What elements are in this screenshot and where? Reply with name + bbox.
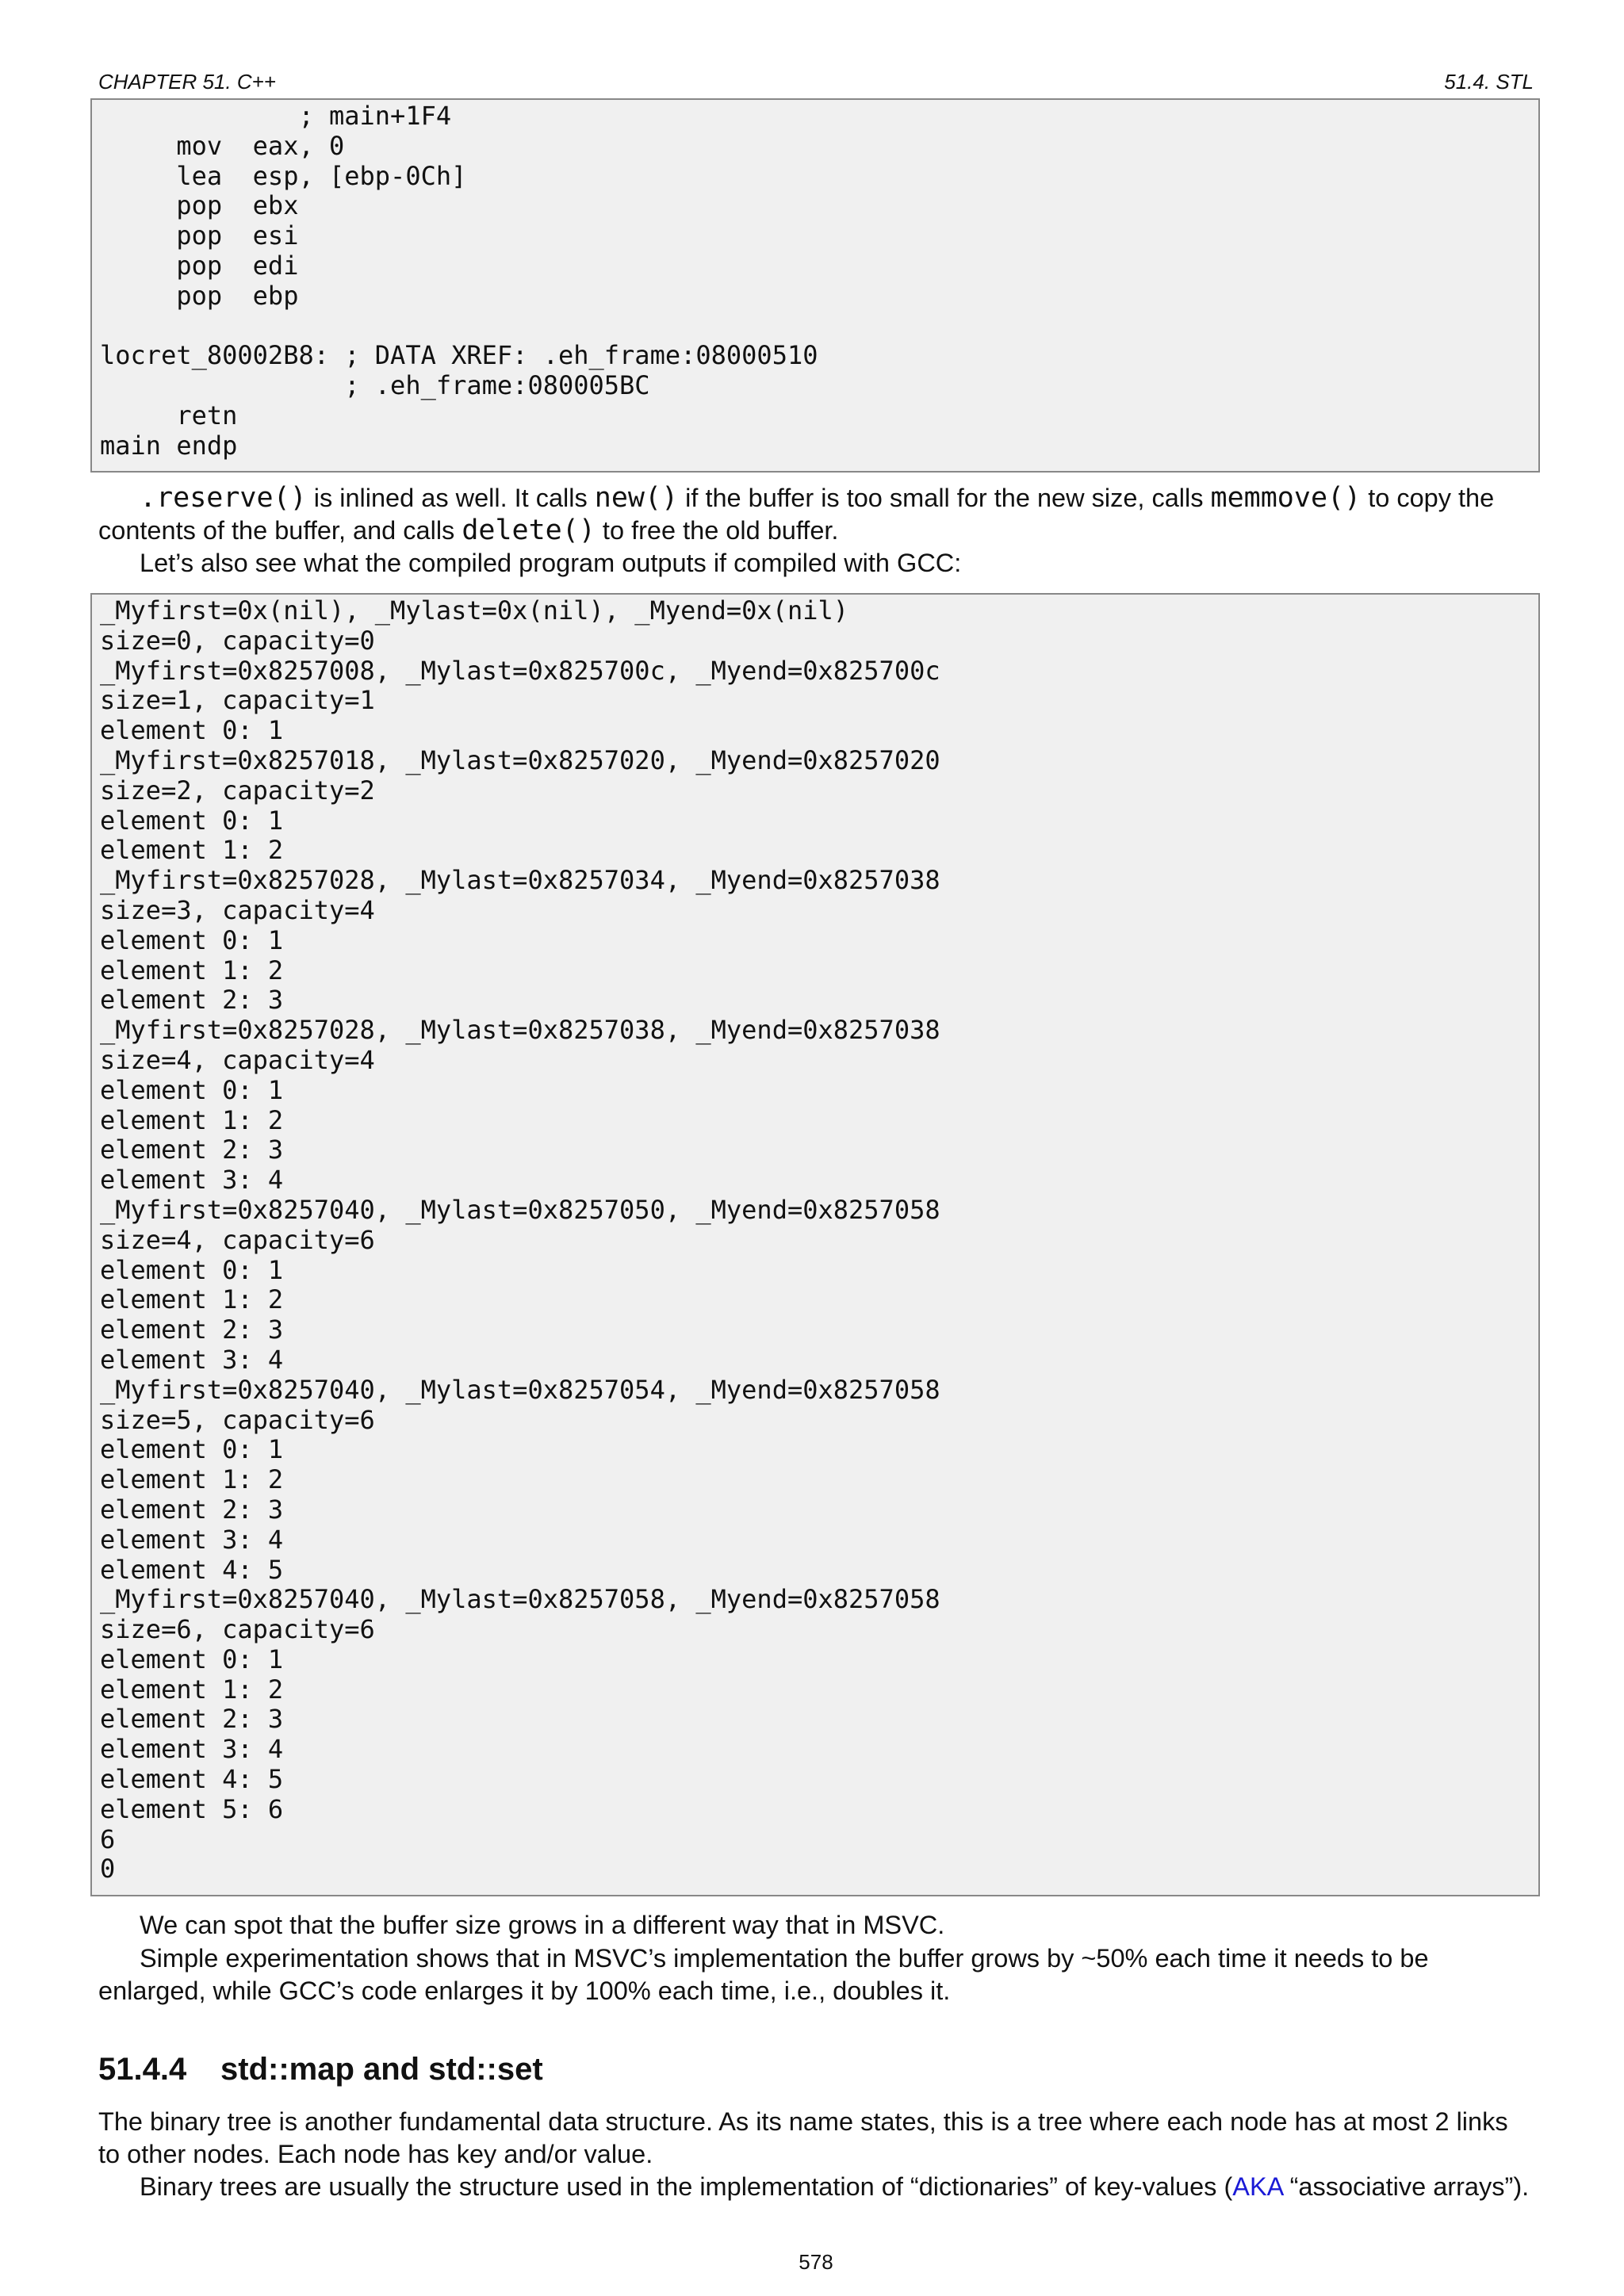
code-line: element 2: 3 bbox=[100, 1314, 284, 1345]
section-heading-title: std::map and std::set bbox=[220, 2052, 543, 2087]
code-line: _Myfirst=0x8257018, _Mylast=0x8257020, _Myend=0x8257020 bbox=[100, 744, 940, 775]
paragraph-text: to copy the contents of the buffer, and calls bbox=[98, 484, 1495, 545]
code-line: pop edi bbox=[100, 250, 299, 281]
code-line: element 2: 3 bbox=[100, 985, 284, 1016]
code-line: _Myfirst=0x(nil), _Mylast=0x(nil), _Myend=0x(nil) bbox=[100, 595, 849, 626]
code-line: _Myfirst=0x8257028, _Mylast=0x8257038, _Myend=0x8257038 bbox=[100, 1015, 940, 1046]
paragraph-msvc-vs-gcc bbox=[98, 1942, 1534, 2007]
code-line: pop ebx bbox=[100, 190, 299, 221]
paragraph-text: Simple experimentation shows that in MSVC’s implementation the buffer grows by ~50% each time it needs to be enlarged, while GCC’s code enlarges it by 100% each time, i.e., doubles it. bbox=[98, 1944, 1429, 2005]
code-line: lea esp, [ebp-0Ch] bbox=[100, 160, 467, 191]
code-line: locret_80002B8: ; DATA XREF: .eh_frame:08000510 bbox=[100, 340, 818, 371]
code-line: element 4: 5 bbox=[100, 1554, 284, 1585]
code-line: element 5: 6 bbox=[100, 1793, 284, 1824]
code-line: element 0: 1 bbox=[100, 1074, 284, 1105]
code-line: element 0: 1 bbox=[100, 924, 284, 955]
paragraph-buffer-growth bbox=[98, 1909, 1534, 1942]
code-line: size=4, capacity=4 bbox=[100, 1044, 375, 1075]
running-header bbox=[98, 70, 1534, 100]
code-line: element 0: 1 bbox=[100, 1254, 284, 1285]
code-line: 6 bbox=[100, 1823, 116, 1854]
section-number: 51.4.4 bbox=[98, 2052, 187, 2087]
code-line: element 1: 2 bbox=[100, 1674, 284, 1705]
code-line: pop ebp bbox=[100, 280, 299, 311]
aka-link[interactable]: AKA bbox=[1232, 2172, 1283, 2201]
code-line: element 1: 2 bbox=[100, 835, 284, 866]
paragraph-text: to free the old buffer. bbox=[595, 516, 839, 545]
paragraph-binary-tree bbox=[98, 2106, 1534, 2171]
code-line: element 0: 1 bbox=[100, 715, 284, 746]
paragraph-dictionaries bbox=[98, 2171, 1534, 2203]
code-line: element 0: 1 bbox=[100, 1434, 284, 1465]
code-line: size=2, capacity=2 bbox=[100, 775, 375, 806]
code-line: element 3: 4 bbox=[100, 1524, 284, 1555]
code-line: size=6, capacity=6 bbox=[100, 1614, 375, 1645]
code-line: ; .eh_frame:080005BC bbox=[100, 370, 650, 401]
code-line: ; main+1F4 bbox=[100, 101, 452, 131]
paragraph-text: Binary trees are usually the structure used in the implementation of “dictionaries” of key-values ( bbox=[140, 2172, 1233, 2201]
code-line: element 0: 1 bbox=[100, 805, 284, 836]
code-line: size=0, capacity=0 bbox=[100, 625, 375, 656]
code-line: element 2: 3 bbox=[100, 1135, 284, 1165]
paragraph-gcc-output bbox=[98, 547, 1534, 580]
code-line: element 1: 2 bbox=[100, 1104, 284, 1135]
code-line: element 3: 4 bbox=[100, 1734, 284, 1765]
code-line: pop esi bbox=[100, 220, 299, 251]
code-line: size=3, capacity=4 bbox=[100, 894, 375, 925]
paragraph-text: is inlined as well. It calls bbox=[306, 484, 595, 512]
code-line: retn bbox=[100, 400, 238, 430]
code-line: element 2: 3 bbox=[100, 1494, 284, 1525]
code-line: element 3: 4 bbox=[100, 1344, 284, 1375]
code-line: _Myfirst=0x8257040, _Mylast=0x8257050, _Myend=0x8257058 bbox=[100, 1194, 940, 1225]
page-number: 578 bbox=[799, 2250, 833, 2274]
paragraph-text: “associative arrays”). bbox=[1282, 2172, 1530, 2201]
assembly-listing bbox=[90, 98, 1540, 473]
code-line: main endp bbox=[100, 430, 238, 461]
code-line: element 1: 2 bbox=[100, 1464, 284, 1495]
code-delete: delete() bbox=[462, 515, 596, 546]
paragraph-text: Let’s also see what the compiled program outputs if compiled with GCC: bbox=[140, 549, 962, 577]
code-new: new() bbox=[594, 482, 679, 514]
program-output-listing bbox=[90, 593, 1540, 1896]
code-line: size=1, capacity=1 bbox=[100, 685, 375, 716]
code-line: _Myfirst=0x8257040, _Mylast=0x8257058, _Myend=0x8257058 bbox=[100, 1584, 940, 1615]
code-memmove: memmove() bbox=[1210, 482, 1362, 514]
code-line: _Myfirst=0x8257008, _Mylast=0x825700c, _Myend=0x825700c bbox=[100, 655, 940, 686]
code-line: size=4, capacity=6 bbox=[100, 1224, 375, 1255]
paragraph-text: The binary tree is another fundamental data structure. As its name states, this is a tree where each node has at most 2 links to other nodes. Each node has key and/or value. bbox=[98, 2107, 1508, 2168]
paragraph-reserve-inlined bbox=[98, 482, 1534, 547]
code-line: size=5, capacity=6 bbox=[100, 1404, 375, 1435]
code-line: element 3: 4 bbox=[100, 1165, 284, 1196]
code-line: element 1: 2 bbox=[100, 955, 284, 985]
code-line: _Myfirst=0x8257028, _Mylast=0x8257034, _Myend=0x8257038 bbox=[100, 865, 940, 896]
code-line: element 0: 1 bbox=[100, 1644, 284, 1674]
section-title: 51.4. STL bbox=[1444, 70, 1534, 94]
code-line: mov eax, 0 bbox=[100, 130, 345, 161]
paragraph-text: if the buffer is too small for the new size, calls bbox=[678, 484, 1211, 512]
section-heading bbox=[98, 2052, 543, 2087]
code-line: _Myfirst=0x8257040, _Mylast=0x8257054, _Myend=0x8257058 bbox=[100, 1374, 940, 1405]
code-line: 0 bbox=[100, 1854, 116, 1885]
code-line: element 2: 3 bbox=[100, 1704, 284, 1735]
code-line bbox=[100, 312, 1538, 342]
document-page bbox=[98, 0, 1534, 2296]
paragraph-text: We can spot that the buffer size grows in a different way that in MSVC. bbox=[140, 1911, 945, 1939]
chapter-title: CHAPTER 51. C++ bbox=[98, 70, 276, 94]
code-line: element 1: 2 bbox=[100, 1284, 284, 1315]
code-reserve: .reserve() bbox=[140, 482, 307, 514]
code-line: element 4: 5 bbox=[100, 1764, 284, 1795]
